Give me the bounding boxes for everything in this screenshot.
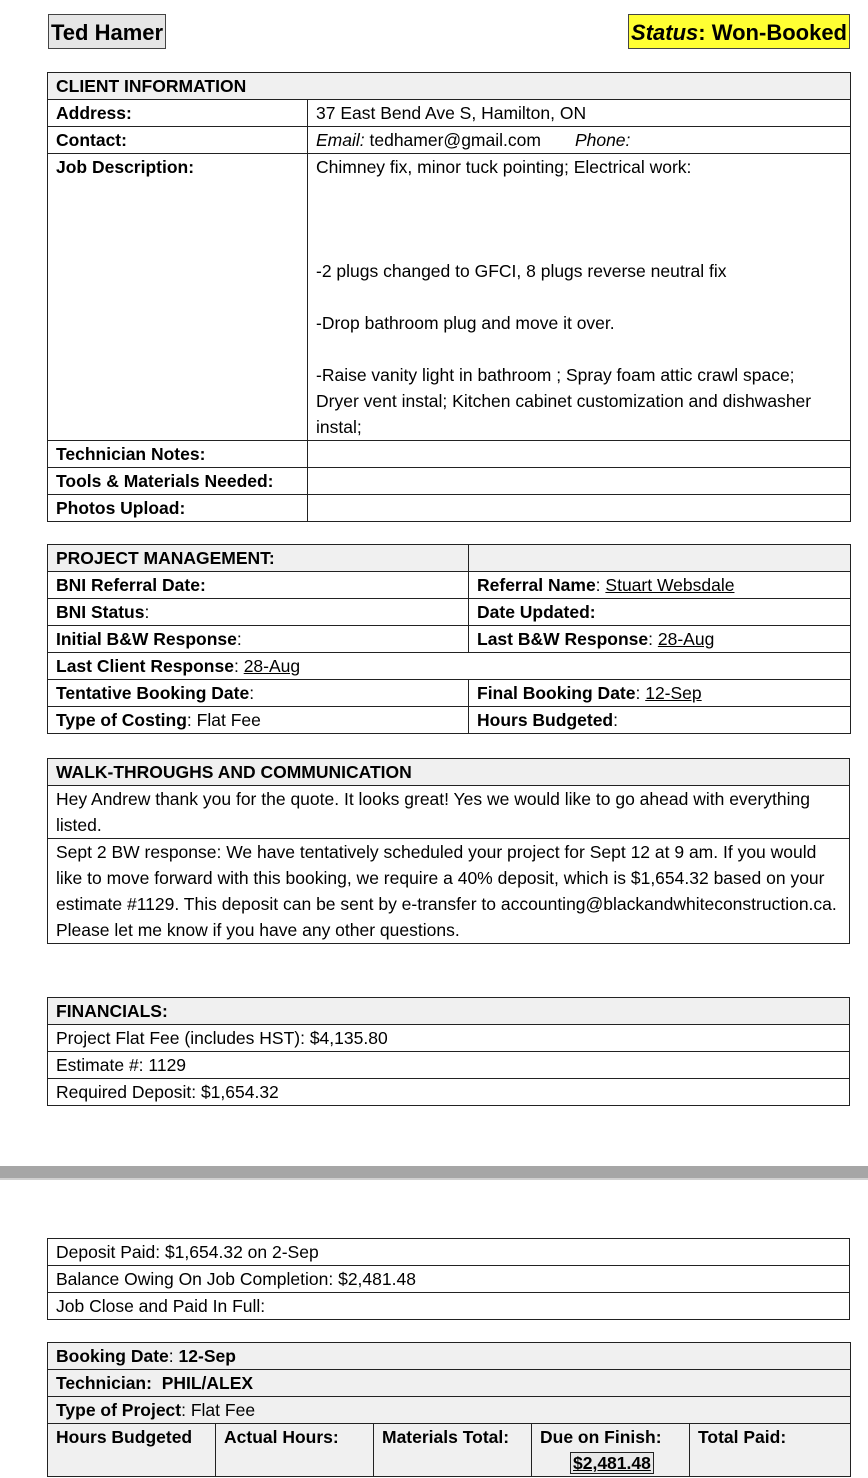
project-type-value: Flat Fee <box>190 1400 256 1420</box>
booking-date-row[interactable]: Booking Date: 12-Sep <box>48 1343 851 1370</box>
balance-owing-row[interactable]: Balance Owing On Job Completion: $2,481.48 <box>48 1266 850 1293</box>
client-name: Ted Hamer <box>48 14 166 49</box>
bni-referral-date-label: BNI Referral Date: <box>48 572 469 599</box>
last-client-response-cell[interactable]: Last Client Response: 28-Aug <box>48 653 851 680</box>
project-management-table <box>47 544 851 734</box>
photos-value[interactable] <box>308 495 851 522</box>
payments-table <box>47 1238 850 1320</box>
address-label: Address: <box>48 100 308 127</box>
required-deposit-row[interactable]: Required Deposit: $1,654.32 <box>48 1079 850 1106</box>
referral-name-label: Referral Name <box>477 575 596 595</box>
technician-notes-label: Technician Notes: <box>48 441 308 468</box>
due-on-finish-col[interactable] <box>532 1424 690 1477</box>
address-value[interactable]: 37 East Bend Ave S, Hamilton, ON <box>308 100 851 127</box>
deposit-paid-row[interactable]: Deposit Paid: $1,654.32 on 2-Sep <box>48 1239 850 1266</box>
booking-date-value: 12-Sep <box>178 1346 236 1366</box>
due-on-finish-label: Due on Finish: <box>540 1427 662 1447</box>
booking-table <box>47 1342 851 1477</box>
last-client-response-value: 28-Aug <box>243 656 301 676</box>
job-line-4: -Raise vanity light in bathroom ; Spray foam attic crawl space; Dryer vent instal; Kitchen cabinet customization and dishwasher instal; <box>316 365 812 437</box>
flat-fee-row[interactable]: Project Flat Fee (includes HST): $4,135.80 <box>48 1025 850 1052</box>
walkthrough-message-1[interactable]: Hey Andrew thank you for the quote. It looks great! Yes we would like to go ahead with everything listed. <box>48 786 850 839</box>
tools-label: Tools & Materials Needed: <box>48 468 308 495</box>
initial-response-cell[interactable]: Initial B&W Response: <box>48 626 469 653</box>
date-updated-label: Date Updated: <box>469 599 851 626</box>
project-type-row[interactable]: Type of Project: Flat Fee <box>48 1397 851 1424</box>
last-bw-response-value: 28-Aug <box>657 629 715 649</box>
initial-response-label: Initial B&W Response <box>56 629 237 649</box>
financials-table <box>47 997 850 1106</box>
estimate-row[interactable]: Estimate #: 1129 <box>48 1052 850 1079</box>
job-description-label: Job Description: <box>48 154 308 441</box>
photos-label: Photos Upload: <box>48 495 308 522</box>
technician-value: PHIL/ALEX <box>161 1373 254 1393</box>
booking-date-label: Booking Date <box>56 1346 169 1366</box>
project-management-header: PROJECT MANAGEMENT: <box>48 545 469 572</box>
section-divider <box>0 1166 868 1180</box>
technician-label: Technician: <box>56 1373 152 1393</box>
client-info-table <box>47 72 851 522</box>
costing-cell[interactable]: Type of Costing: Flat Fee <box>48 707 469 734</box>
tentative-booking-cell[interactable]: Tentative Booking Date: <box>48 680 469 707</box>
bni-status-label: BNI Status <box>56 602 145 622</box>
final-booking-value: 12-Sep <box>645 683 702 703</box>
referral-name-cell[interactable]: Referral Name: Stuart Websdale <box>469 572 851 599</box>
bni-status-cell[interactable]: BNI Status: <box>48 599 469 626</box>
technician-notes-value[interactable] <box>308 441 851 468</box>
last-bw-response-label: Last B&W Response <box>477 629 649 649</box>
job-line-3: -Drop bathroom plug and move it over. <box>316 313 615 333</box>
contact-value[interactable] <box>308 127 851 154</box>
costing-label: Type of Costing <box>56 710 187 730</box>
job-line-1: Chimney fix, minor tuck pointing; Electrical work: <box>316 157 692 177</box>
project-type-label: Type of Project <box>56 1400 182 1420</box>
tentative-booking-label: Tentative Booking Date <box>56 683 250 703</box>
job-line-2: -2 plugs changed to GFCI, 8 plugs reverse neutral fix <box>316 261 727 281</box>
materials-total-col[interactable]: Materials Total: <box>374 1424 532 1477</box>
header-empty-cell <box>469 545 851 572</box>
hours-budgeted-label: Hours Budgeted <box>477 710 614 730</box>
costing-value: Flat Fee <box>196 710 261 730</box>
actual-hours-col[interactable]: Actual Hours: <box>216 1424 374 1477</box>
referral-name-value[interactable]: Stuart Websdale <box>605 575 735 595</box>
technician-row[interactable] <box>48 1370 851 1397</box>
total-paid-col[interactable]: Total Paid: <box>690 1424 851 1477</box>
email-value[interactable]: tedhamer@gmail.com <box>369 130 541 150</box>
walkthrough-message-2[interactable]: Sept 2 BW response: We have tentatively scheduled your project for Sept 12 at 9 am. If you would like to move forward with this booking, we require a 40% deposit, which is $1,654.32 based on your estimate #1129. This deposit can be sent by e-transfer to accounting@blackandwhiteconstruction.ca. Please let me know if you have any other questions. <box>48 839 850 944</box>
tools-value[interactable] <box>308 468 851 495</box>
last-client-response-label: Last Client Response <box>56 656 234 676</box>
final-booking-label: Final Booking Date <box>477 683 636 703</box>
status-label: Status <box>631 20 699 45</box>
client-info-header: CLIENT INFORMATION <box>48 73 851 100</box>
contact-label: Contact: <box>48 127 308 154</box>
hours-budgeted-col[interactable]: Hours Budgeted <box>48 1424 216 1477</box>
status-badge: Status: Won-Booked <box>628 14 850 49</box>
job-close-row[interactable]: Job Close and Paid In Full: <box>48 1293 850 1320</box>
phone-label: Phone: <box>574 130 631 150</box>
status-value: Won-Booked <box>711 20 847 45</box>
job-description-value[interactable] <box>308 154 851 441</box>
final-booking-cell[interactable]: Final Booking Date: 12-Sep <box>469 680 851 707</box>
walkthrough-table <box>47 758 850 944</box>
walkthrough-header: WALK-THROUGHS AND COMMUNICATION <box>48 759 850 786</box>
financials-header: FINANCIALS: <box>48 998 850 1025</box>
due-on-finish-amount: $2,481.48 <box>570 1452 654 1474</box>
hours-budgeted-cell[interactable]: Hours Budgeted: <box>469 707 851 734</box>
email-label: Email: <box>316 130 365 150</box>
last-bw-response-cell[interactable]: Last B&W Response: 28-Aug <box>469 626 851 653</box>
